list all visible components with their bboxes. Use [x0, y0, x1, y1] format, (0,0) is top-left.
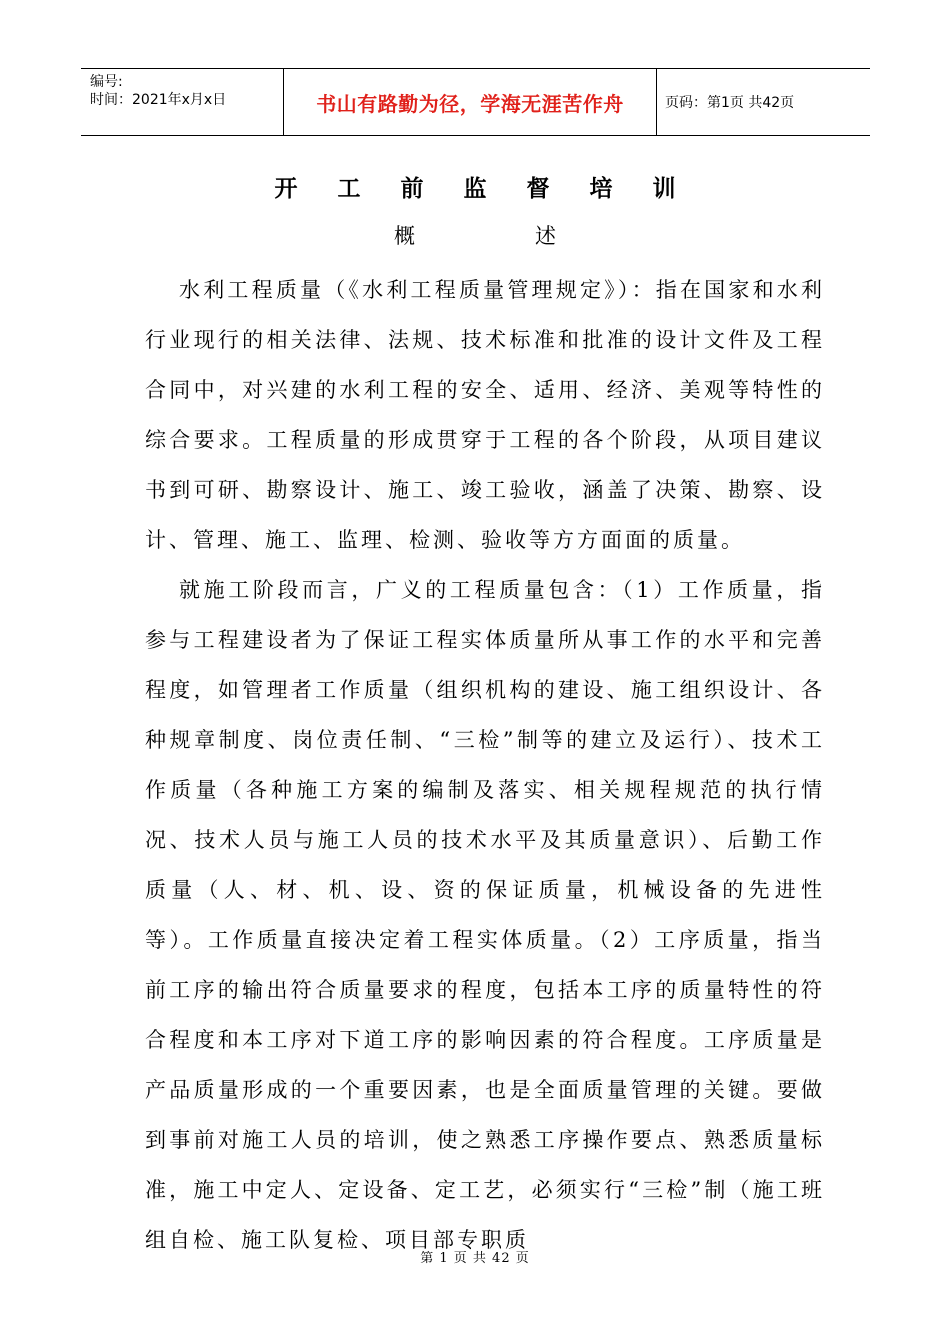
page-header	[81, 68, 870, 136]
header-info-cell	[81, 69, 283, 135]
document-title: 开工前监督培训	[274, 175, 716, 202]
header-motto: 书山有路勤为径，学海无涯苦作舟	[283, 69, 657, 135]
body-paragraph: 就施工阶段而言，广义的工程质量包含：（1）工作质量，指参与工程建设者为了保证工程实体质量所从事工作的水平和完善程度，如管理者工作质量（组织机构的建设、施工组织设计、各种规章制度、岗位责任制、“三检”制等的建立及运行）、技术工作质量（各种施工方案的编制及落实、相关规程规范的执行情况、技术人员与施工人员的技术水平及其质量意识）、后勤工作质量（人、材、机、设、资的保证质量，机械设备的先进性等）。工作质量直接决定着工程实体质量。（2）工序质量，指当前工序的输出符合质量要求的程度，包括本工序的质量特性的符合程度和本工序对下道工序的影响因素的符合程度。工序质量是产品质量形成的一个重要因素，也是全面质量管理的关键。要做到事前对施工人员的培训，使之熟悉工序操作要点、熟悉质量标准，施工中定人、定设备、定工艺，必须实行“三检”制（施工班组自检、施工队复检、项目部专职质	[145, 578, 825, 1252]
section-heading: 概述	[394, 224, 676, 248]
document-body	[145, 265, 825, 1265]
document-number-label: 编号:	[90, 74, 123, 90]
body-paragraph: 水利工程质量（《水利工程质量管理规定》）：指在国家和水利行业现行的相关法律、法规、技术标准和批准的设计文件及工程合同中，对兴建的水利工程的安全、适用、经济、美观等特性的综合要求。工程质量的形成贯穿于工程的各个阶段，从项目建议书到可研、勘察设计、施工、竣工验收，涵盖了决策、勘察、设计、管理、施工、监理、检测、验收等方方面面的质量。	[145, 278, 825, 552]
page-footer: 第 1 页 共 42 页	[420, 1251, 530, 1266]
header-page-number: 页码：第1页 共42页	[665, 95, 795, 111]
document-date-label: 时间：2021年x月x日	[90, 92, 227, 108]
